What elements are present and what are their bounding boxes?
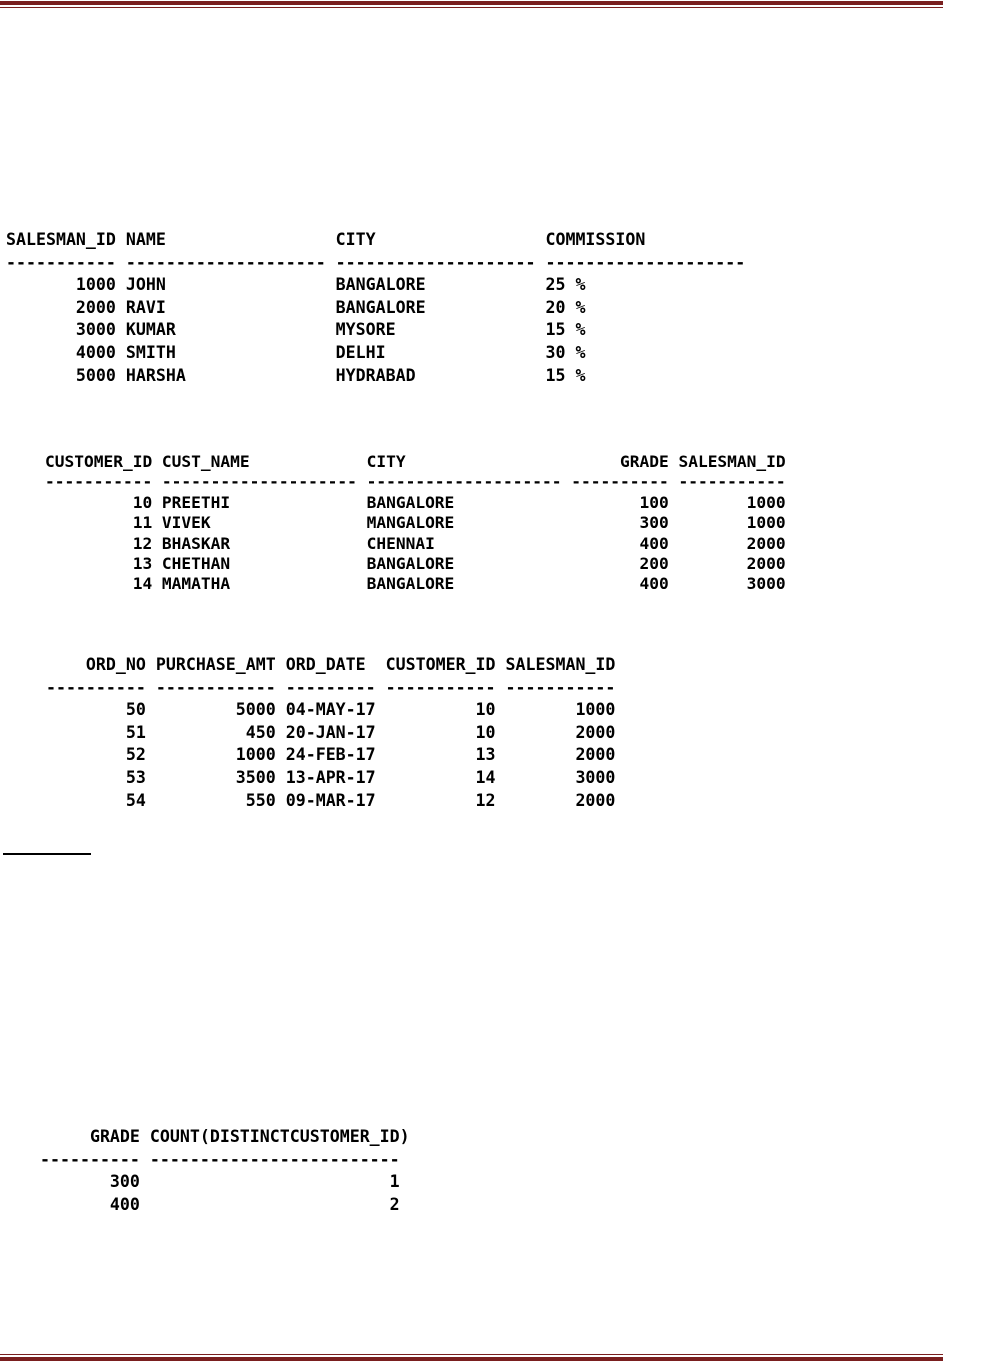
table-separator: ---------- ------------------------- <box>40 1149 400 1169</box>
table-header: GRADE COUNT(DISTINCTCUSTOMER_ID) <box>40 1127 410 1146</box>
table-separator: ---------- ------------ --------- ----------- ----------- <box>6 677 616 697</box>
table-row: 400 2 <box>40 1194 400 1214</box>
table-row: 14 MAMATHA BANGALORE 400 3000 <box>6 574 786 594</box>
page-header-rule <box>0 0 943 9</box>
orders-table-output <box>6 654 766 812</box>
table-row: 4000 SMITH DELHI 30 % <box>6 342 586 362</box>
table-row: 300 1 <box>40 1172 400 1192</box>
table-row: 5000 HARSHA HYDRABAD 15 % <box>6 365 586 385</box>
table-separator: ----------- -------------------- -------------------- -------------------- <box>6 252 746 272</box>
customer-table-output <box>6 452 906 595</box>
table-row: 1000 JOHN BANGALORE 25 % <box>6 275 586 295</box>
table-row: 53 3500 13-APR-17 14 3000 <box>6 767 616 787</box>
salesman-table-output <box>6 229 906 387</box>
table-header: CUSTOMER_ID CUST_NAME CITY GRADE SALESMAN_ID <box>6 452 786 471</box>
table-row: 54 550 09-MAR-17 12 2000 <box>6 790 616 810</box>
table-row: 50 5000 04-MAY-17 10 1000 <box>6 700 616 720</box>
header-rule-thin <box>0 7 943 8</box>
page-footer-rule <box>0 1354 943 1363</box>
table-row: 51 450 20-JAN-17 10 2000 <box>6 722 616 742</box>
table-row: 52 1000 24-FEB-17 13 2000 <box>6 745 616 765</box>
grade-count-output <box>40 1126 480 1216</box>
footer-rule-thin <box>0 1354 943 1355</box>
table-separator: ----------- -------------------- -------------------- ---------- ----------- <box>6 472 786 492</box>
table-header: ORD_NO PURCHASE_AMT ORD_DATE CUSTOMER_ID SALESMAN_ID <box>6 655 616 674</box>
header-rule-thick <box>0 1 943 5</box>
table-row: 2000 RAVI BANGALORE 20 % <box>6 297 586 317</box>
footer-rule-thick <box>0 1357 943 1361</box>
table-header: SALESMAN_ID NAME CITY COMMISSION <box>6 230 646 249</box>
table-row: 13 CHETHAN BANGALORE 200 2000 <box>6 554 786 574</box>
section-underline-rule <box>3 853 91 855</box>
table-row: 3000 KUMAR MYSORE 15 % <box>6 320 586 340</box>
table-row: 10 PREETHI BANGALORE 100 1000 <box>6 492 786 512</box>
table-row: 12 BHASKAR CHENNAI 400 2000 <box>6 533 786 553</box>
table-row: 11 VIVEK MANGALORE 300 1000 <box>6 513 786 533</box>
